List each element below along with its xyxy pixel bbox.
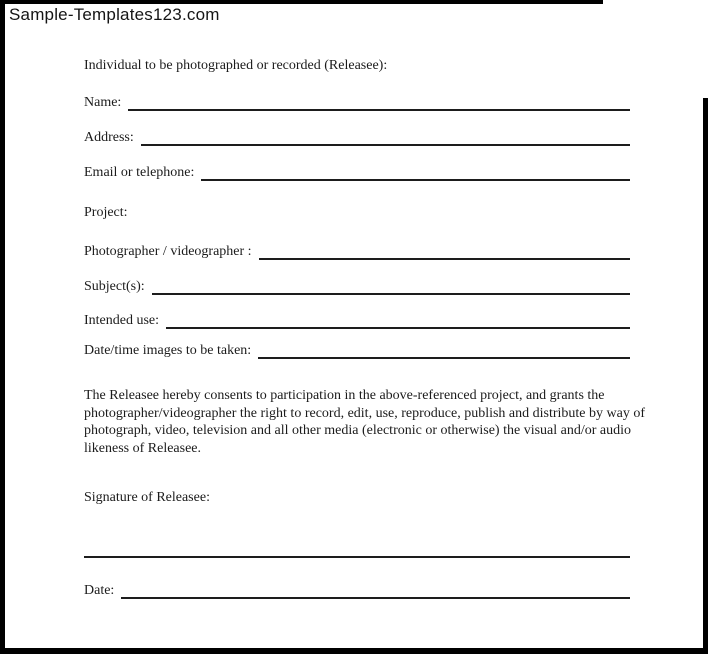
date-field-row [84,580,630,599]
email-telephone-field-label: Email or telephone: [84,165,195,180]
email-telephone-field-row [84,162,630,181]
address-input-line[interactable] [141,127,630,146]
intended-use-field-row [84,310,630,329]
intended-use-field-label: Intended use: [84,313,160,328]
page-border-top [0,0,603,4]
name-field-label: Name: [84,95,122,110]
project-section-heading: Project: [84,205,128,220]
datetime-field-row [84,340,630,359]
datetime-field-label: Date/time images to be taken: [84,343,252,358]
address-field-label: Address: [84,130,134,145]
photographer-input-line[interactable] [259,241,630,260]
releasee-section-heading: Individual to be photographed or recorded (Releasee): [84,58,388,73]
photographer-field-label: Photographer / videographer : [84,244,252,259]
name-input-line[interactable] [128,92,630,111]
intended-use-input-line[interactable] [166,310,630,329]
address-field-row [84,127,630,146]
date-field-label: Date: [84,583,115,598]
signature-input-line[interactable] [84,546,630,558]
consent-paragraph: The Releasee hereby consents to participation in the above-referenced project, and grants the photographer/videographer the right to record, edit, use, reproduce, publish and distribute by way of photograph, video, television and all other media (electronic or otherwise) the visual and/or audio likeness of Releasee. [84,388,646,456]
photographer-field-row [84,241,630,260]
subjects-field-row [84,276,630,295]
subjects-field-label: Subject(s): [84,279,145,294]
name-field-row [84,92,630,111]
datetime-input-line[interactable] [258,340,630,359]
page-border-bottom [0,648,708,654]
email-telephone-input-line[interactable] [201,162,630,181]
subjects-input-line[interactable] [152,276,630,295]
site-watermark: Sample-Templates123.com [9,5,220,24]
page-border-left [0,0,5,654]
date-input-line[interactable] [121,580,630,599]
signature-section-label: Signature of Releasee: [84,490,210,505]
page-border-right [703,98,708,654]
